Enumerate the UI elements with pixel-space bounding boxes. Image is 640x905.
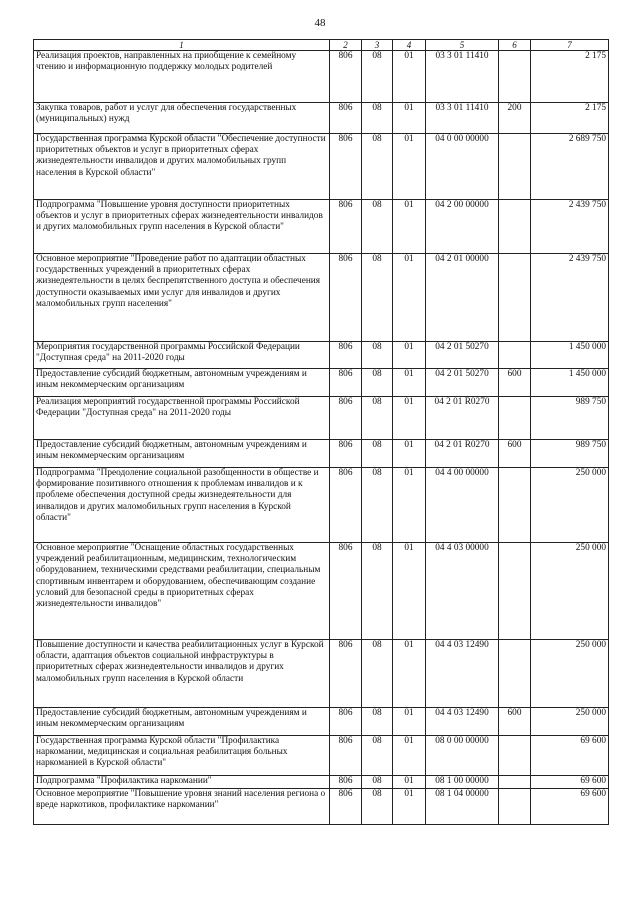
row-c6-cell (499, 468, 531, 543)
row-c6-cell (499, 736, 531, 776)
row-c7-cell: 2 689 750 (531, 134, 609, 200)
budget-table (33, 39, 609, 825)
row-c7-cell: 2 439 750 (531, 200, 609, 254)
row-name-cell: Закупка товаров, работ и услуг для обеспечения государственных (муниципальных) нужд (34, 103, 330, 134)
row-c4-cell: 01 (393, 776, 426, 789)
row-name-cell: Основное мероприятие "Оснащение областных государственных учреждений реабилитационным, медицинским, технологическим оборудованием, техническими средствами реабилитации, специальным спортивным инвентарем и оборудованием, обеспечивающим создание условий для безопасной среды в приоритетных сферах жизнедеятельности инвалидов" (34, 543, 330, 640)
row-c7-cell: 989 750 (531, 440, 609, 468)
row-name-cell: Реализация мероприятий государственной программы Российской Федерации "Доступная среда" на 2011-2020 годы (34, 397, 330, 440)
table-row (34, 440, 609, 468)
row-c4-cell: 01 (393, 789, 426, 825)
row-c5-cell: 08 0 00 00000 (426, 736, 499, 776)
table-row (34, 254, 609, 342)
row-name-cell: Предоставление субсидий бюджетным, автономным учреждениям и иным некоммерческим организациям (34, 440, 330, 468)
row-c3-cell: 08 (362, 200, 393, 254)
table-row (34, 369, 609, 397)
row-c4-cell: 01 (393, 369, 426, 397)
row-c7-cell: 250 000 (531, 543, 609, 640)
row-c2-cell: 806 (330, 468, 362, 543)
column-header: 1 (34, 40, 330, 51)
table-row (34, 342, 609, 369)
row-c2-cell: 806 (330, 51, 362, 103)
row-c4-cell: 01 (393, 543, 426, 640)
row-c7-cell: 2 175 (531, 51, 609, 103)
row-c2-cell: 806 (330, 708, 362, 736)
row-c6-cell (499, 200, 531, 254)
table-row (34, 103, 609, 134)
table-row (34, 543, 609, 640)
table-row (34, 736, 609, 776)
row-c4-cell: 01 (393, 640, 426, 708)
row-c2-cell: 806 (330, 789, 362, 825)
row-c3-cell: 08 (362, 468, 393, 543)
row-c7-cell: 1 450 000 (531, 342, 609, 369)
row-name-cell: Подпрограмма "Повышение уровня доступности приоритетных объектов и услуг в приоритетных сферах жизнедеятельности инвалидов и других маломобильных групп населения в Курской области" (34, 200, 330, 254)
row-c7-cell: 250 000 (531, 640, 609, 708)
row-c6-cell (499, 397, 531, 440)
row-c5-cell: 08 1 00 00000 (426, 776, 499, 789)
row-c3-cell: 08 (362, 736, 393, 776)
row-name-cell: Основное мероприятие "Повышение уровня знаний населения региона о вреде наркотиков, профилактике наркомании" (34, 789, 330, 825)
row-c3-cell: 08 (362, 134, 393, 200)
row-c7-cell: 989 750 (531, 397, 609, 440)
row-c4-cell: 01 (393, 736, 426, 776)
row-c7-cell: 1 450 000 (531, 369, 609, 397)
row-c5-cell: 04 4 00 00000 (426, 468, 499, 543)
row-c2-cell: 806 (330, 103, 362, 134)
row-c5-cell: 04 0 00 00000 (426, 134, 499, 200)
row-c6-cell (499, 776, 531, 789)
row-c6-cell: 200 (499, 103, 531, 134)
row-c2-cell: 806 (330, 134, 362, 200)
row-c2-cell: 806 (330, 342, 362, 369)
row-c6-cell (499, 640, 531, 708)
page-number: 48 (314, 17, 326, 29)
row-c6-cell (499, 134, 531, 200)
row-name-cell: Предоставление субсидий бюджетным, автономным учреждениям и иным некоммерческим организациям (34, 369, 330, 397)
row-c6-cell: 600 (499, 440, 531, 468)
row-c6-cell (499, 789, 531, 825)
row-c3-cell: 08 (362, 640, 393, 708)
row-c6-cell (499, 543, 531, 640)
row-c4-cell: 01 (393, 468, 426, 543)
table-row (34, 468, 609, 543)
row-c5-cell: 04 2 01 50270 (426, 369, 499, 397)
table-row (34, 397, 609, 440)
row-name-cell: Подпрограмма "Преодоление социальной разобщенности в обществе и формирование позитивного отношения к проблемам инвалидов и к проблеме обеспечения доступной среды жизнедеятельности для инвалидов и других маломобильных групп населения в Курской области" (34, 468, 330, 543)
row-c5-cell: 04 2 01 R0270 (426, 397, 499, 440)
row-name-cell: Основное мероприятие "Проведение работ по адаптации областных государственных учреждений в приоритетных сферах жизнедеятельности в целях беспрепятственного доступа и обеспечения доступности оказываемых ими услуг для инвалидов и других маломобильных групп населения" (34, 254, 330, 342)
column-header: 3 (362, 40, 393, 51)
row-c7-cell: 250 000 (531, 468, 609, 543)
row-c4-cell: 01 (393, 342, 426, 369)
row-c6-cell: 600 (499, 369, 531, 397)
row-name-cell: Предоставление субсидий бюджетным, автономным учреждениям и иным некоммерческим организациям (34, 708, 330, 736)
row-c3-cell: 08 (362, 397, 393, 440)
row-c4-cell: 01 (393, 134, 426, 200)
row-c3-cell: 08 (362, 440, 393, 468)
row-c3-cell: 08 (362, 51, 393, 103)
row-c6-cell (499, 254, 531, 342)
row-c5-cell: 04 2 01 50270 (426, 342, 499, 369)
row-c3-cell: 08 (362, 543, 393, 640)
row-c5-cell: 04 2 01 R0270 (426, 440, 499, 468)
column-header: 4 (393, 40, 426, 51)
row-c3-cell: 08 (362, 103, 393, 134)
row-c5-cell: 04 4 03 00000 (426, 543, 499, 640)
row-c2-cell: 806 (330, 440, 362, 468)
row-c5-cell: 04 4 03 12490 (426, 640, 499, 708)
row-name-cell: Государственная программа Курской области "Профилактика наркомании, медицинская и социальная реабилитация больных наркоманией в Курской области" (34, 736, 330, 776)
row-name-cell: Подпрограмма "Профилактика наркомании" (34, 776, 330, 789)
row-name-cell: Мероприятия государственной программы Российской Федерации "Доступная среда" на 2011-2020 годы (34, 342, 330, 369)
row-c5-cell: 04 2 00 00000 (426, 200, 499, 254)
row-c5-cell: 04 2 01 00000 (426, 254, 499, 342)
row-c2-cell: 806 (330, 736, 362, 776)
table-row (34, 789, 609, 825)
row-c2-cell: 806 (330, 640, 362, 708)
row-c2-cell: 806 (330, 254, 362, 342)
column-header: 5 (426, 40, 499, 51)
row-c3-cell: 08 (362, 342, 393, 369)
column-header: 6 (499, 40, 531, 51)
row-c7-cell: 69 600 (531, 736, 609, 776)
row-c5-cell: 03 3 01 11410 (426, 51, 499, 103)
row-c3-cell: 08 (362, 708, 393, 736)
row-c5-cell: 04 4 03 12490 (426, 708, 499, 736)
row-c6-cell (499, 342, 531, 369)
row-c2-cell: 806 (330, 200, 362, 254)
row-name-cell: Реализация проектов, направленных на приобщение к семейному чтению и информационную поддержку молодых родителей (34, 51, 330, 103)
row-c2-cell: 806 (330, 369, 362, 397)
table-row (34, 51, 609, 103)
row-c4-cell: 01 (393, 103, 426, 134)
row-c4-cell: 01 (393, 440, 426, 468)
row-c5-cell: 08 1 04 00000 (426, 789, 499, 825)
row-c4-cell: 01 (393, 51, 426, 103)
column-header: 7 (531, 40, 609, 51)
row-c3-cell: 08 (362, 369, 393, 397)
row-c7-cell: 2 439 750 (531, 254, 609, 342)
table-row (34, 134, 609, 200)
row-c7-cell: 2 175 (531, 103, 609, 134)
row-c3-cell: 08 (362, 789, 393, 825)
table-row (34, 776, 609, 789)
row-c5-cell: 03 3 01 11410 (426, 103, 499, 134)
row-c6-cell (499, 51, 531, 103)
row-c3-cell: 08 (362, 254, 393, 342)
row-c4-cell: 01 (393, 397, 426, 440)
table-row (34, 640, 609, 708)
column-header: 2 (330, 40, 362, 51)
row-c2-cell: 806 (330, 543, 362, 640)
row-c7-cell: 69 600 (531, 789, 609, 825)
row-c4-cell: 01 (393, 200, 426, 254)
row-c3-cell: 08 (362, 776, 393, 789)
row-c2-cell: 806 (330, 776, 362, 789)
row-name-cell: Повышение доступности и качества реабилитационных услуг в Курской области, адаптация объектов социальной инфраструктуры в приоритетных сферах жизнедеятельности инвалидов и других маломобильных групп населения в Курской области (34, 640, 330, 708)
column-header-row (34, 40, 609, 51)
row-name-cell: Государственная программа Курской области "Обеспечение доступности приоритетных объектов и услуг в приоритетных сферах жизнедеятельности инвалидов и других маломобильных групп населения в Курской области" (34, 134, 330, 200)
table-row (34, 708, 609, 736)
table-row (34, 200, 609, 254)
row-c2-cell: 806 (330, 397, 362, 440)
table-body (34, 51, 609, 825)
row-c7-cell: 250 000 (531, 708, 609, 736)
row-c4-cell: 01 (393, 254, 426, 342)
row-c6-cell: 600 (499, 708, 531, 736)
row-c7-cell: 69 600 (531, 776, 609, 789)
row-c4-cell: 01 (393, 708, 426, 736)
